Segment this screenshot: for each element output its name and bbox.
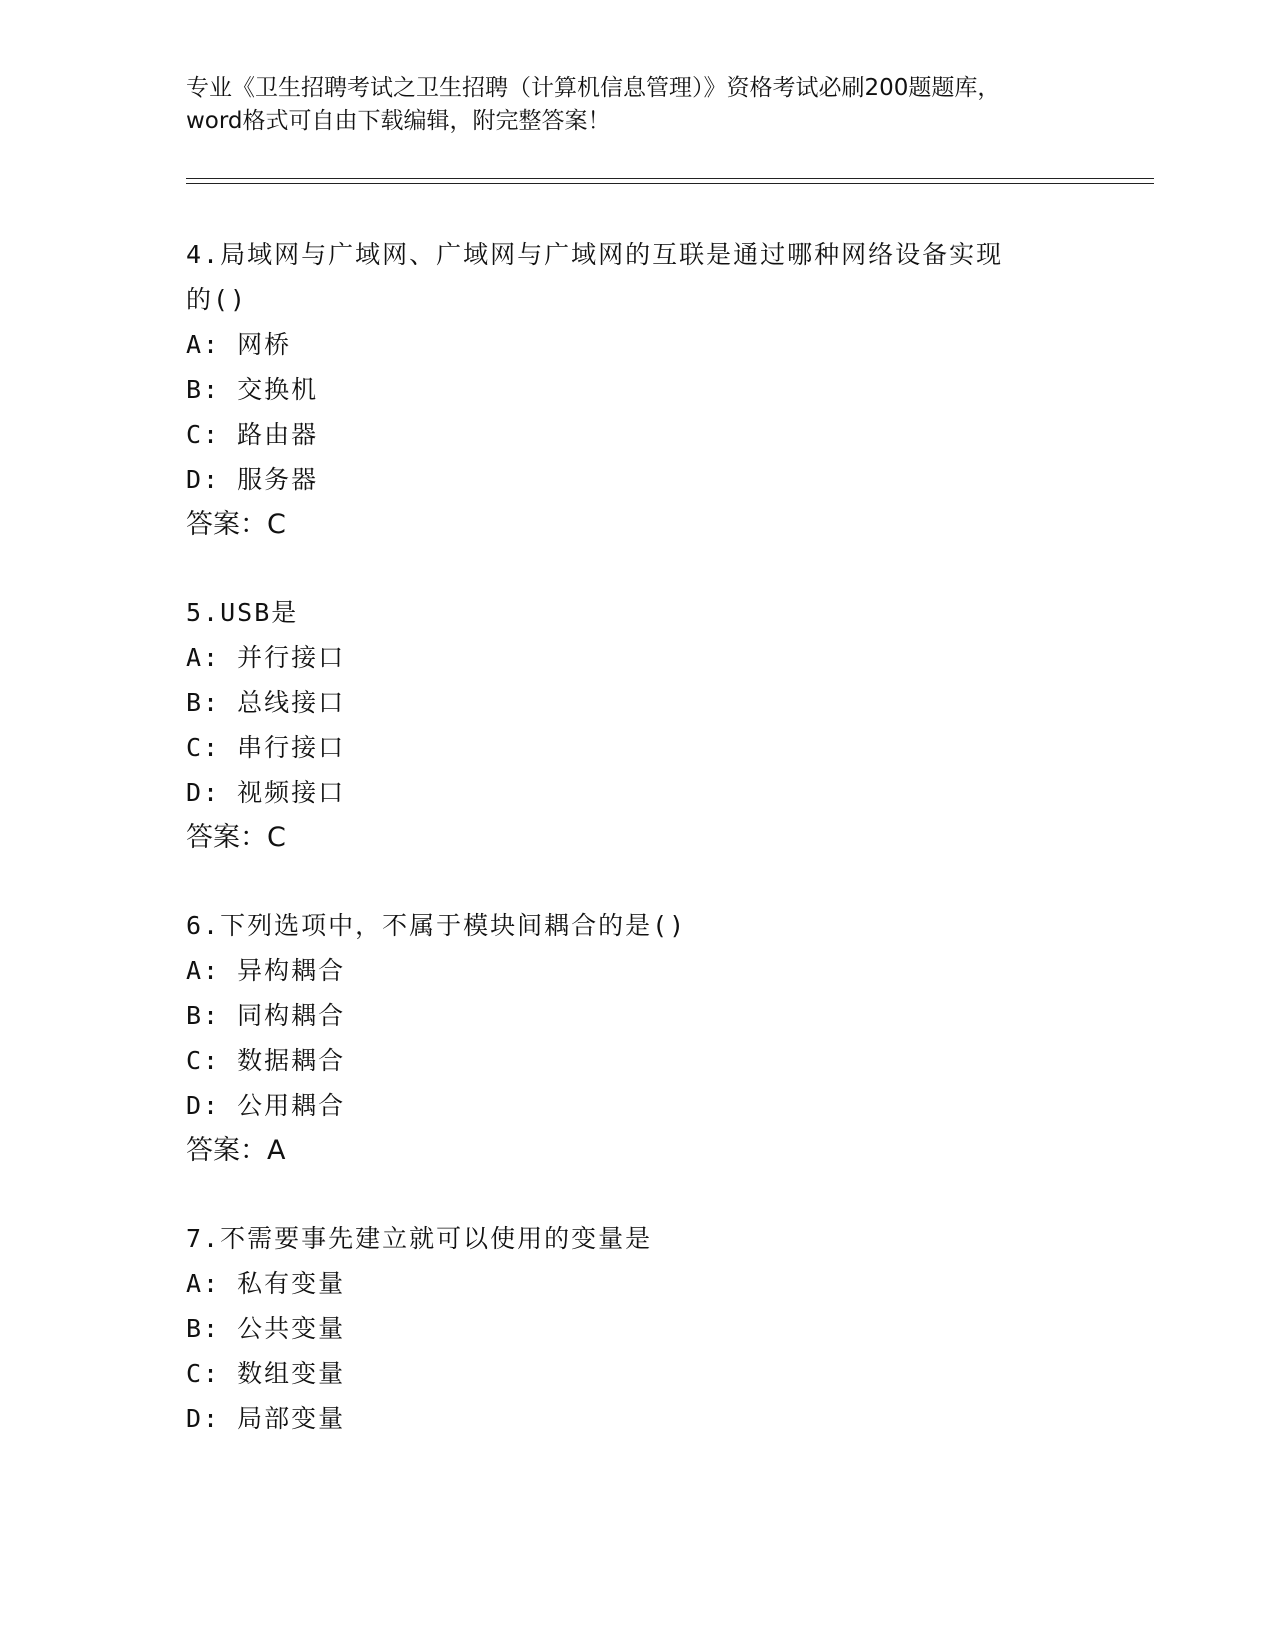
question-6 [186, 903, 1086, 1173]
option-c: C: 数组变量 [186, 1359, 346, 1388]
option-a: A: 网桥 [186, 330, 292, 359]
option-b: B: 公共变量 [186, 1314, 346, 1343]
header-divider-bottom [186, 183, 1154, 184]
option-a: A: 异构耦合 [186, 956, 346, 985]
option-b: B: 交换机 [186, 375, 319, 404]
question-4 [186, 232, 1086, 547]
option-c: C: 数据耦合 [186, 1046, 346, 1075]
question-7 [186, 1216, 1086, 1441]
option-c: C: 路由器 [186, 420, 319, 449]
question-stem-line: 的() [186, 285, 248, 314]
question-stem-line: 7.不需要事先建立就可以使用的变量是 [186, 1224, 653, 1253]
header-subtitle-line: word格式可自由下载编辑，附完整答案！ [186, 108, 611, 134]
option-d: D: 服务器 [186, 465, 319, 494]
option-d: D: 公用耦合 [186, 1091, 346, 1120]
document-header [186, 72, 1106, 138]
question-stem [186, 232, 1086, 322]
question-stem-line: 5.USB是 [186, 598, 299, 627]
answer-label: 答案：C [186, 509, 286, 540]
question-5 [186, 590, 1086, 860]
option-c: C: 串行接口 [186, 733, 346, 762]
question-stem [186, 903, 1086, 948]
answer-label: 答案：A [186, 1135, 286, 1166]
option-a: A: 并行接口 [186, 643, 346, 672]
question-stem-line: 4.局域网与广域网、广域网与广域网的互联是通过哪种网络设备实现 [186, 240, 1004, 269]
question-list [186, 232, 1086, 1484]
question-stem [186, 1216, 1086, 1261]
header-divider-top [186, 178, 1154, 179]
option-a: A: 私有变量 [186, 1269, 346, 1298]
question-stem-line: 6.下列选项中，不属于模块间耦合的是() [186, 911, 687, 940]
option-b: B: 同构耦合 [186, 1001, 346, 1030]
answer-label: 答案：C [186, 822, 286, 853]
header-title-line: 专业《卫生招聘考试之卫生招聘（计算机信息管理）》资格考试必刷200题题库， [186, 75, 1001, 101]
option-d: D: 视频接口 [186, 778, 346, 807]
option-d: D: 局部变量 [186, 1404, 346, 1433]
question-stem [186, 590, 1086, 635]
option-b: B: 总线接口 [186, 688, 346, 717]
